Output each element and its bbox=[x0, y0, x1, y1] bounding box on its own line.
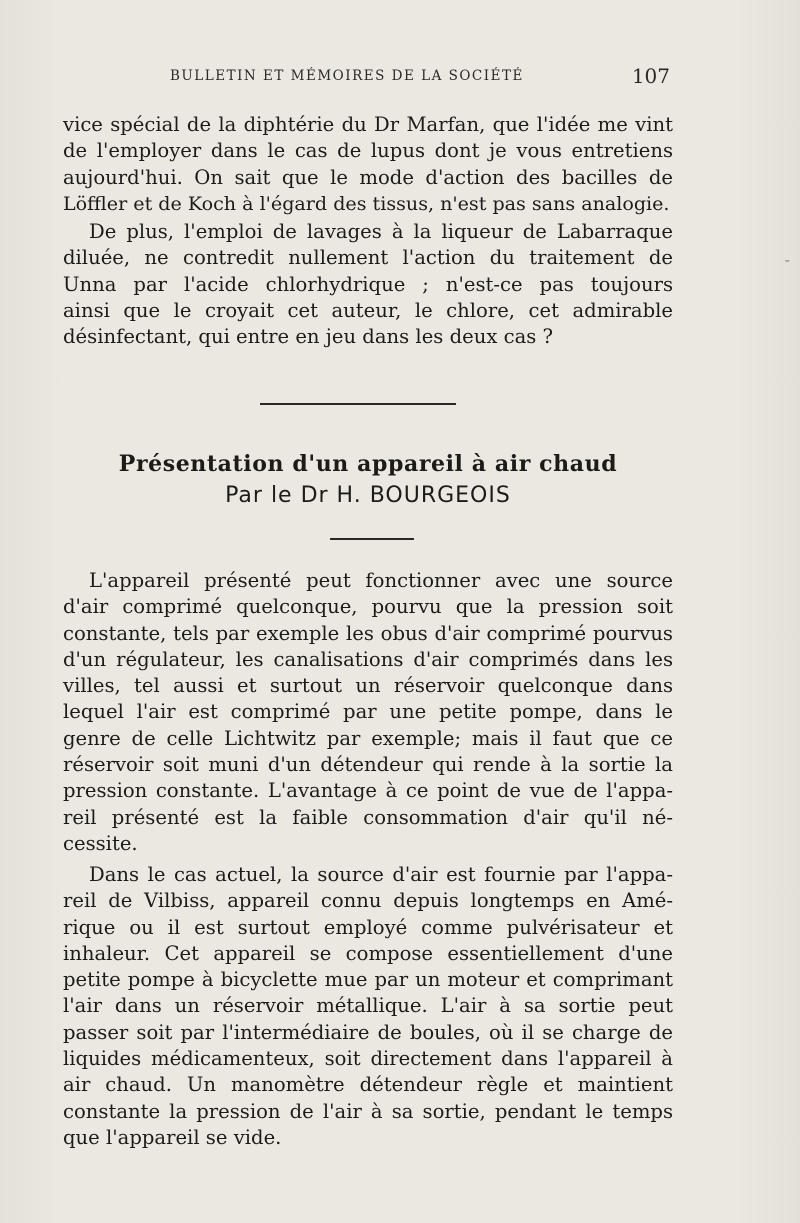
text-line: que l'appareil se vide. bbox=[63, 1125, 282, 1149]
section-divider bbox=[260, 403, 456, 405]
text-line: liquides médicamenteux, soit directement dans l'appareil à bbox=[63, 1047, 673, 1071]
paragraph-continuation bbox=[63, 112, 673, 217]
text-line: lequel l'air est comprimé par une petite pompe, dans le bbox=[63, 700, 673, 724]
text-line: réservoir soit muni d'un détendeur qui rende à la sortie la bbox=[63, 753, 673, 777]
text-line: air chaud. Un manomètre détendeur règle et maintient bbox=[63, 1073, 673, 1097]
text-line: passer soit par l'intermédiaire de boules, où il se charge de bbox=[63, 1020, 673, 1044]
paragraph-appareil bbox=[63, 568, 673, 857]
text-line: constante la pression de l'air à sa sortie, pendant le temps bbox=[63, 1099, 673, 1123]
text-line: rique ou il est surtout employé comme pulvérisateur et bbox=[63, 915, 673, 939]
paragraph-labarraque bbox=[63, 219, 673, 350]
text-line: d'air comprimé quelconque, pourvu que la pression soit bbox=[63, 595, 673, 619]
text-line: reil présenté est la faible consommation d'air qu'il né- bbox=[63, 805, 673, 829]
text-line: ainsi que le croyait cet auteur, le chlore, cet admirable bbox=[63, 298, 673, 322]
margin-mark: - bbox=[784, 250, 790, 269]
text-line: diluée, ne contredit nullement l'action du traitement de bbox=[63, 246, 673, 270]
text-line: d'un régulateur, les canalisations d'air comprimés dans les bbox=[63, 647, 673, 671]
article-title: Présentation d'un appareil à air chaud bbox=[118, 451, 618, 477]
article-heading bbox=[63, 448, 673, 512]
text-line: l'air dans un réservoir métallique. L'air à sa sortie peut bbox=[63, 994, 673, 1018]
text-line: De plus, l'emploi de lavages à la liqueur de Labarraque bbox=[89, 220, 673, 243]
article-author: Par le Dr H. BOURGEOIS bbox=[225, 483, 511, 508]
text-line: genre de celle Lichtwitz par exemple; mais il faut que ce bbox=[63, 726, 673, 750]
text-line: inhaleur. Cet appareil se compose essentiellement d'une bbox=[63, 941, 673, 965]
text-line: villes, tel aussi et surtout un réservoir quelconque dans bbox=[63, 674, 673, 698]
text-line: de l'employer dans le cas de lupus dont je vous entretiens bbox=[63, 139, 673, 163]
text-line: Unna par l'acide chlorhydrique ; n'est-ce pas toujours bbox=[63, 272, 673, 296]
text-line: pression constante. L'avantage à ce point de vue de l'appa- bbox=[63, 779, 673, 803]
text-line: cessite. bbox=[63, 831, 138, 855]
text-line: désinfectant, qui entre en jeu dans les deux cas ? bbox=[63, 325, 554, 349]
text-line: vice spécial de la diphtérie du Dr Marfan, que l'idée me vint bbox=[63, 113, 673, 136]
page-header bbox=[170, 66, 670, 92]
text-line: Löffler et de Koch à l'égard des tissus, n'est pas sans analogie. bbox=[63, 191, 670, 215]
paragraph-vilbiss bbox=[63, 862, 673, 1151]
text-line: aujourd'hui. On sait que le mode d'action des bacilles de bbox=[63, 165, 673, 189]
running-title: BULLETIN ET MÉMOIRES DE LA SOCIÉTÉ bbox=[170, 68, 524, 84]
text-line: petite pompe à bicyclette mue par un moteur et comprimant bbox=[63, 968, 673, 992]
page-number: 107 bbox=[631, 64, 670, 88]
text-line: Dans le cas actuel, la source d'air est fournie par l'appa- bbox=[89, 863, 673, 886]
text-line: reil de Vilbiss, appareil connu depuis longtemps en Amé- bbox=[63, 889, 673, 913]
text-line: constante, tels par exemple les obus d'air comprimé pourvus bbox=[63, 621, 673, 645]
text-line: L'appareil présenté peut fonctionner avec une source bbox=[89, 569, 673, 592]
title-underline bbox=[330, 538, 414, 540]
